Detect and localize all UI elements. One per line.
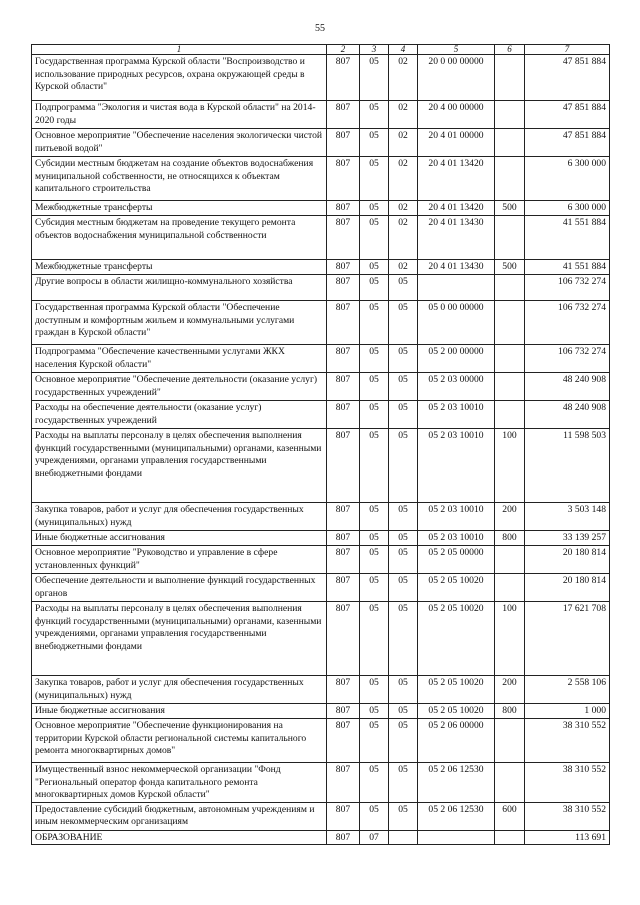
grbs-code: 807 bbox=[327, 719, 360, 763]
row-name: Основное мероприятие "Руководство и управление в сфере установленных функций" bbox=[32, 546, 327, 574]
section-code: 05 bbox=[360, 373, 389, 401]
grbs-code: 807 bbox=[327, 763, 360, 803]
table-row bbox=[32, 373, 610, 401]
row-name: Закупка товаров, работ и услуг для обеспечения государственных (муниципальных) нужд bbox=[32, 676, 327, 704]
column-header-6: 6 bbox=[495, 45, 525, 55]
amount: 38 310 552 bbox=[525, 763, 610, 803]
row-name: Субсидия местным бюджетам на проведение текущего ремонта объектов водоснабжения муниципальной собственности bbox=[32, 216, 327, 260]
target-article-code: 05 2 06 00000 bbox=[418, 719, 495, 763]
row-name: Межбюджетные трансферты bbox=[32, 201, 327, 216]
row-name: Иные бюджетные ассигнования bbox=[32, 531, 327, 546]
row-name: Закупка товаров, работ и услуг для обеспечения государственных (муниципальных) нужд bbox=[32, 503, 327, 531]
table-row bbox=[32, 275, 610, 301]
target-article-code: 20 4 01 13420 bbox=[418, 157, 495, 201]
column-header-7: 7 bbox=[525, 45, 610, 55]
subsection-code: 02 bbox=[389, 260, 418, 275]
page-number: 55 bbox=[315, 23, 325, 34]
column-header-2: 2 bbox=[327, 45, 360, 55]
subsection-code: 05 bbox=[389, 373, 418, 401]
amount: 48 240 908 bbox=[525, 373, 610, 401]
table-row bbox=[32, 401, 610, 429]
subsection-code: 02 bbox=[389, 201, 418, 216]
column-header-1: 1 bbox=[32, 45, 327, 55]
section-code: 05 bbox=[360, 574, 389, 602]
row-name: Межбюджетные трансферты bbox=[32, 260, 327, 275]
expense-type-code bbox=[495, 216, 525, 260]
subsection-code: 02 bbox=[389, 101, 418, 129]
row-name: Основное мероприятие "Обеспечение населения экологически чистой питьевой водой" bbox=[32, 129, 327, 157]
amount: 38 310 552 bbox=[525, 802, 610, 830]
amount: 11 598 503 bbox=[525, 429, 610, 503]
row-name: Основное мероприятие "Обеспечение деятельности (оказание услуг) государственных учреждений" bbox=[32, 373, 327, 401]
expense-type-code bbox=[495, 401, 525, 429]
table-row bbox=[32, 704, 610, 719]
target-article-code: 05 2 03 10010 bbox=[418, 401, 495, 429]
section-code: 05 bbox=[360, 602, 389, 676]
amount: 20 180 814 bbox=[525, 546, 610, 574]
expense-type-code: 800 bbox=[495, 704, 525, 719]
section-code: 05 bbox=[360, 301, 389, 345]
expense-type-code: 200 bbox=[495, 503, 525, 531]
section-code: 05 bbox=[360, 546, 389, 574]
amount: 47 851 884 bbox=[525, 55, 610, 101]
amount: 2 558 106 bbox=[525, 676, 610, 704]
grbs-code: 807 bbox=[327, 129, 360, 157]
column-header-3: 3 bbox=[360, 45, 389, 55]
grbs-code: 807 bbox=[327, 602, 360, 676]
table-row bbox=[32, 802, 610, 830]
target-article-code: 20 0 00 00000 bbox=[418, 55, 495, 101]
table-row bbox=[32, 129, 610, 157]
grbs-code: 807 bbox=[327, 345, 360, 373]
amount: 113 691 bbox=[525, 830, 610, 845]
table-body bbox=[32, 55, 610, 845]
section-code: 05 bbox=[360, 503, 389, 531]
target-article-code bbox=[418, 830, 495, 845]
subsection-code: 05 bbox=[389, 802, 418, 830]
row-name: Расходы на выплаты персоналу в целях обеспечения выполнения функций государственными (муниципальными) органами, казенными учреждениями, органами управления государственными внебюджетными фондами bbox=[32, 429, 327, 503]
section-code: 05 bbox=[360, 201, 389, 216]
table-row bbox=[32, 260, 610, 275]
amount: 6 300 000 bbox=[525, 157, 610, 201]
table-row bbox=[32, 345, 610, 373]
amount: 106 732 274 bbox=[525, 345, 610, 373]
section-code: 05 bbox=[360, 216, 389, 260]
target-article-code: 20 4 00 00000 bbox=[418, 101, 495, 129]
amount: 3 503 148 bbox=[525, 503, 610, 531]
expense-type-code bbox=[495, 101, 525, 129]
grbs-code: 807 bbox=[327, 531, 360, 546]
row-name: Государственная программа Курской области "Обеспечение доступным и комфортным жильем и коммунальными услугами граждан в Курской области" bbox=[32, 301, 327, 345]
subsection-code: 02 bbox=[389, 157, 418, 201]
grbs-code: 807 bbox=[327, 216, 360, 260]
grbs-code: 807 bbox=[327, 157, 360, 201]
amount: 106 732 274 bbox=[525, 275, 610, 301]
column-header-4: 4 bbox=[389, 45, 418, 55]
subsection-code: 02 bbox=[389, 55, 418, 101]
amount: 47 851 884 bbox=[525, 129, 610, 157]
section-code: 05 bbox=[360, 401, 389, 429]
row-name: Другие вопросы в области жилищно-коммунального хозяйства bbox=[32, 275, 327, 301]
section-code: 05 bbox=[360, 429, 389, 503]
subsection-code: 05 bbox=[389, 704, 418, 719]
table-row bbox=[32, 301, 610, 345]
expense-type-code bbox=[495, 55, 525, 101]
subsection-code: 02 bbox=[389, 216, 418, 260]
target-article-code: 20 4 01 13420 bbox=[418, 201, 495, 216]
expense-type-code bbox=[495, 546, 525, 574]
expense-type-code bbox=[495, 345, 525, 373]
target-article-code: 20 4 01 00000 bbox=[418, 129, 495, 157]
row-name: Субсидии местным бюджетам на создание объектов водоснабжения муниципальной собственности, не относящихся к объектам капитального строительства bbox=[32, 157, 327, 201]
table-row bbox=[32, 602, 610, 676]
amount: 47 851 884 bbox=[525, 101, 610, 129]
target-article-code: 05 2 00 00000 bbox=[418, 345, 495, 373]
expense-type-code bbox=[495, 301, 525, 345]
grbs-code: 807 bbox=[327, 275, 360, 301]
row-name: Предоставление субсидий бюджетным, автономным учреждениям и иным некоммерческим организациям bbox=[32, 802, 327, 830]
target-article-code: 05 2 03 10010 bbox=[418, 531, 495, 546]
subsection-code: 02 bbox=[389, 129, 418, 157]
amount: 48 240 908 bbox=[525, 401, 610, 429]
table-row bbox=[32, 201, 610, 216]
row-name: Расходы на обеспечение деятельности (оказание услуг) государственных учреждений bbox=[32, 401, 327, 429]
section-code: 05 bbox=[360, 704, 389, 719]
column-header-5: 5 bbox=[418, 45, 495, 55]
grbs-code: 807 bbox=[327, 101, 360, 129]
expense-type-code: 100 bbox=[495, 429, 525, 503]
grbs-code: 807 bbox=[327, 429, 360, 503]
subsection-code: 05 bbox=[389, 546, 418, 574]
target-article-code: 05 2 03 00000 bbox=[418, 373, 495, 401]
section-code: 05 bbox=[360, 101, 389, 129]
target-article-code: 05 2 05 10020 bbox=[418, 704, 495, 719]
subsection-code: 05 bbox=[389, 602, 418, 676]
subsection-code: 05 bbox=[389, 275, 418, 301]
expense-type-code bbox=[495, 719, 525, 763]
table-row bbox=[32, 676, 610, 704]
amount: 41 551 884 bbox=[525, 216, 610, 260]
section-code: 05 bbox=[360, 260, 389, 275]
expense-type-code: 500 bbox=[495, 201, 525, 216]
expense-type-code: 600 bbox=[495, 802, 525, 830]
header-row bbox=[32, 45, 610, 55]
row-name: Государственная программа Курской области "Воспроизводство и использование природных ресурсов, охрана окружающей среды в Курской области" bbox=[32, 55, 327, 101]
grbs-code: 807 bbox=[327, 260, 360, 275]
row-name: Подпрограмма "Обеспечение качественными услугами ЖКХ населения Курской области" bbox=[32, 345, 327, 373]
target-article-code: 05 2 03 10010 bbox=[418, 503, 495, 531]
grbs-code: 807 bbox=[327, 55, 360, 101]
grbs-code: 807 bbox=[327, 802, 360, 830]
expense-type-code bbox=[495, 129, 525, 157]
table-row bbox=[32, 157, 610, 201]
subsection-code: 05 bbox=[389, 531, 418, 546]
subsection-code bbox=[389, 830, 418, 845]
section-code: 07 bbox=[360, 830, 389, 845]
grbs-code: 807 bbox=[327, 503, 360, 531]
amount: 33 139 257 bbox=[525, 531, 610, 546]
table-row bbox=[32, 429, 610, 503]
target-article-code bbox=[418, 275, 495, 301]
expense-type-code: 500 bbox=[495, 260, 525, 275]
section-code: 05 bbox=[360, 129, 389, 157]
amount: 41 551 884 bbox=[525, 260, 610, 275]
amount: 106 732 274 bbox=[525, 301, 610, 345]
target-article-code: 20 4 01 13430 bbox=[418, 216, 495, 260]
target-article-code: 05 2 06 12530 bbox=[418, 763, 495, 803]
section-code: 05 bbox=[360, 531, 389, 546]
section-code: 05 bbox=[360, 719, 389, 763]
subsection-code: 05 bbox=[389, 574, 418, 602]
row-name: Основное мероприятие "Обеспечение функционирования на территории Курской области региональной системы капитального ремонта многоквартирных домов" bbox=[32, 719, 327, 763]
grbs-code: 807 bbox=[327, 401, 360, 429]
target-article-code: 05 2 06 12530 bbox=[418, 802, 495, 830]
table-row bbox=[32, 546, 610, 574]
subsection-code: 05 bbox=[389, 345, 418, 373]
section-code: 05 bbox=[360, 275, 389, 301]
target-article-code: 05 2 03 10010 bbox=[418, 429, 495, 503]
row-name: Обеспечение деятельности и выполнение функций государственных органов bbox=[32, 574, 327, 602]
row-name: Расходы на выплаты персоналу в целях обеспечения выполнения функций государственными (муниципальными) органами, казенными учреждениями, органами управления государственными внебюджетными фондами bbox=[32, 602, 327, 676]
expense-type-code bbox=[495, 275, 525, 301]
table-row bbox=[32, 216, 610, 260]
grbs-code: 807 bbox=[327, 704, 360, 719]
budget-table bbox=[31, 44, 610, 845]
section-code: 05 bbox=[360, 157, 389, 201]
amount: 17 621 708 bbox=[525, 602, 610, 676]
row-name: ОБРАЗОВАНИЕ bbox=[32, 830, 327, 845]
expense-type-code: 200 bbox=[495, 676, 525, 704]
target-article-code: 05 2 05 10020 bbox=[418, 676, 495, 704]
table-row bbox=[32, 763, 610, 803]
expense-type-code: 100 bbox=[495, 602, 525, 676]
expense-type-code: 800 bbox=[495, 531, 525, 546]
section-code: 05 bbox=[360, 676, 389, 704]
amount: 38 310 552 bbox=[525, 719, 610, 763]
row-name: Иные бюджетные ассигнования bbox=[32, 704, 327, 719]
section-code: 05 bbox=[360, 802, 389, 830]
row-name: Подпрограмма "Экология и чистая вода в Курской области" на 2014-2020 годы bbox=[32, 101, 327, 129]
table-row bbox=[32, 574, 610, 602]
subsection-code: 05 bbox=[389, 676, 418, 704]
target-article-code: 20 4 01 13430 bbox=[418, 260, 495, 275]
target-article-code: 05 2 05 00000 bbox=[418, 546, 495, 574]
grbs-code: 807 bbox=[327, 676, 360, 704]
amount: 20 180 814 bbox=[525, 574, 610, 602]
table-row bbox=[32, 719, 610, 763]
grbs-code: 807 bbox=[327, 830, 360, 845]
expense-type-code bbox=[495, 830, 525, 845]
grbs-code: 807 bbox=[327, 201, 360, 216]
grbs-code: 807 bbox=[327, 301, 360, 345]
section-code: 05 bbox=[360, 763, 389, 803]
subsection-code: 05 bbox=[389, 503, 418, 531]
subsection-code: 05 bbox=[389, 763, 418, 803]
amount: 1 000 bbox=[525, 704, 610, 719]
row-name: Имущественный взнос некоммерческой организации "Фонд "Региональный оператор фонда капитального ремонта многоквартирных домов Курской области" bbox=[32, 763, 327, 803]
table-row bbox=[32, 531, 610, 546]
table-row bbox=[32, 55, 610, 101]
expense-type-code bbox=[495, 763, 525, 803]
grbs-code: 807 bbox=[327, 546, 360, 574]
subsection-code: 05 bbox=[389, 401, 418, 429]
section-code: 05 bbox=[360, 55, 389, 101]
section-code: 05 bbox=[360, 345, 389, 373]
target-article-code: 05 0 00 00000 bbox=[418, 301, 495, 345]
expense-type-code bbox=[495, 574, 525, 602]
grbs-code: 807 bbox=[327, 574, 360, 602]
subsection-code: 05 bbox=[389, 429, 418, 503]
expense-type-code bbox=[495, 157, 525, 201]
grbs-code: 807 bbox=[327, 373, 360, 401]
table-row bbox=[32, 101, 610, 129]
target-article-code: 05 2 05 10020 bbox=[418, 574, 495, 602]
subsection-code: 05 bbox=[389, 301, 418, 345]
subsection-code: 05 bbox=[389, 719, 418, 763]
expense-type-code bbox=[495, 373, 525, 401]
target-article-code: 05 2 05 10020 bbox=[418, 602, 495, 676]
table-row bbox=[32, 830, 610, 845]
amount: 6 300 000 bbox=[525, 201, 610, 216]
table-row bbox=[32, 503, 610, 531]
